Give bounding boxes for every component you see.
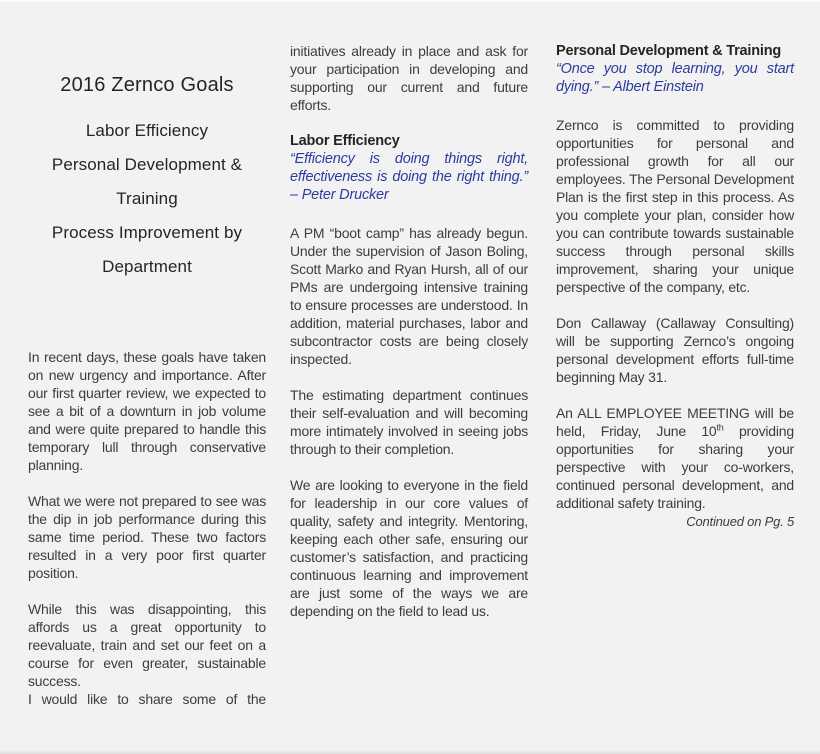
left-body: [28, 348, 266, 708]
goal-item-process-improvement: Process Improvement by Department: [51, 223, 243, 276]
paragraph-dip-performance: What we were not prepared to see was the dip in job performance during this same time period. These two factors resulted in a very poor first quarter position.: [28, 493, 266, 581]
continued-note: Continued on Pg. 5: [686, 514, 794, 529]
quote-peter-drucker: “Efficiency is doing things right, effectiveness is doing the right thing.” – Peter Drucker: [290, 151, 528, 203]
page-title: 2016 Zernco Goals: [60, 74, 234, 96]
middle-column: [290, 42, 528, 708]
meeting-text-after-sup: providing opportunities for sharing your perspective with your co-workers, continued personal development, and additional safety training.: [556, 423, 794, 511]
goal-item-personal-development: Personal Development & Training: [51, 155, 243, 208]
paragraph-pm-boot-camp: A PM “boot camp” has already begun. Under the supervision of Jason Boling, Scott Marko and Ryan Hursh, all of our PMs are undergoing intensive training to ensure processes are understood. In addition, material purchases, labor and subcontractor costs are being closely inspected.: [290, 225, 528, 367]
section-heading-personal-development: Personal Development & Training: [556, 43, 782, 59]
left-column: [28, 42, 266, 708]
paragraph-don-callaway: Don Callaway (Callaway Consulting) will be supporting Zernco’s ongoing personal development efforts full-time beginning May 31.: [556, 315, 794, 385]
paragraph-share-lead-in: I would like to share some of the: [28, 691, 266, 707]
quote-albert-einstein: “Once you stop learning, you start dying.” – Albert Einstein: [556, 61, 794, 95]
section-heading-labor-efficiency: Labor Efficiency: [290, 133, 400, 149]
paragraph-field-leadership: We are looking to everyone in the field for leadership in our core values of quality, safety and integrity. Mentoring, keeping each other safe, ensuring our customer’s satisfaction, and practicing continuous learning and improvement are just some of the ways we are depending on the field to lead us.: [290, 477, 528, 619]
paragraph-urgency: In recent days, these goals have taken on new urgency and importance. After our first quarter review, we expected to see a bit of a downturn in job volume and were quite prepared to handle this temporary lull through conservative planning.: [28, 349, 266, 473]
meeting-text-before-sup: An ALL EMPLOYEE MEETING will be held, Friday, June 10: [556, 405, 794, 439]
ordinal-suffix: th: [716, 422, 724, 433]
paragraph-initiatives: initiatives already in place and ask for your participation in developing and supporting our current and future efforts.: [290, 43, 528, 113]
right-column: [556, 42, 794, 708]
column-layout: [0, 2, 820, 708]
paragraph-estimating-department: The estimating department continues their self-evaluation and will becoming more intimately involved in seeing jobs through to their completion.: [290, 387, 528, 457]
goal-item-labor-efficiency: Labor Efficiency: [85, 121, 209, 140]
paragraph-zernco-committed: Zernco is committed to providing opportunities for personal and professional growth for all our employees. The Personal Development Plan is the first step in this process. As you complete your plan, consider how you can contribute towards sustainable success through personal skills improvement, sharing your unique perspective of the company, etc.: [556, 117, 794, 295]
goals-list: [28, 114, 266, 284]
paragraph-all-employee-meeting: [556, 404, 794, 512]
paragraph-opportunity: While this was disappointing, this affords us a great opportunity to reevaluate, train and set our feet on a course for even greater, sustainable success.: [28, 601, 266, 689]
